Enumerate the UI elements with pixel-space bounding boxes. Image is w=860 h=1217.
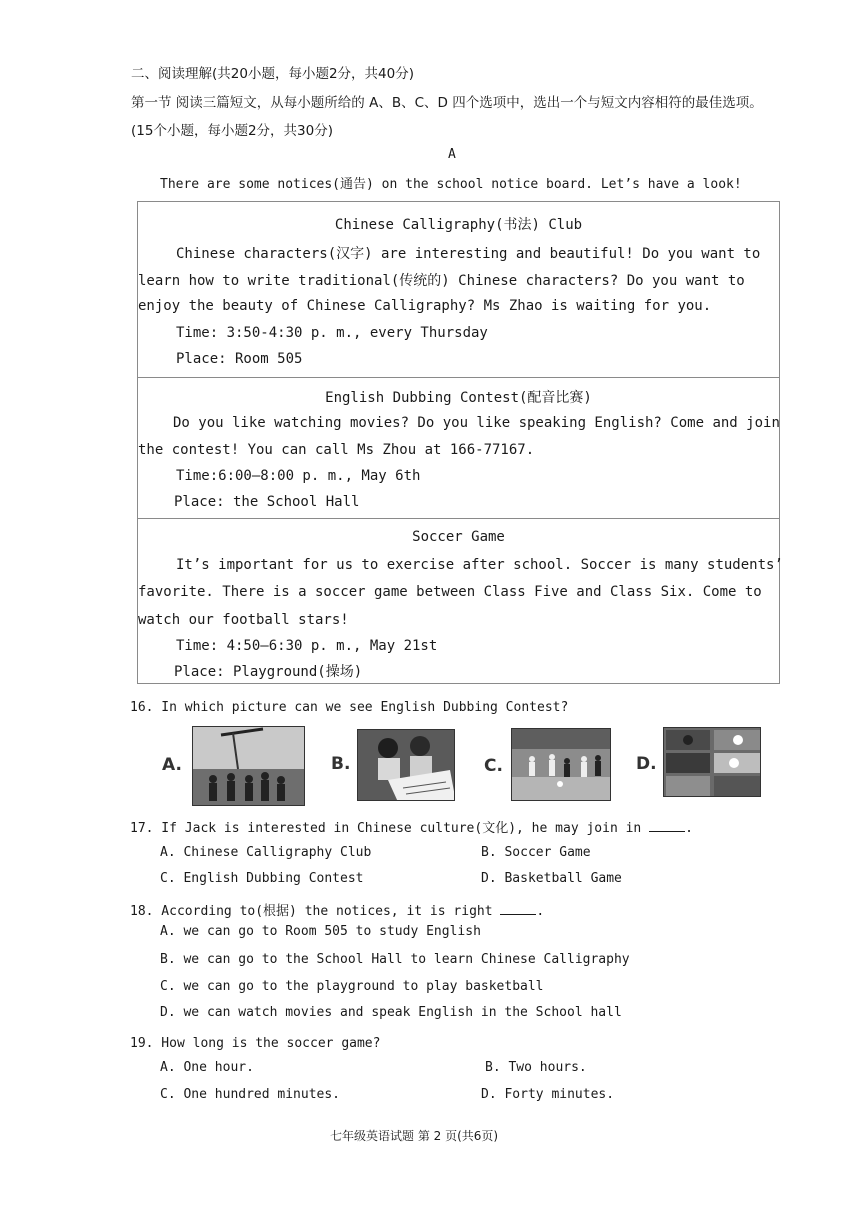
question-17-stem-end: . bbox=[685, 821, 693, 836]
picture-c-soccer[interactable] bbox=[511, 728, 611, 801]
question-17-option-b[interactable]: B. Soccer Game bbox=[481, 845, 591, 860]
calligraphy-title: Chinese Calligraphy(书法) Club bbox=[334, 217, 583, 233]
picture-label-b: B. bbox=[331, 754, 351, 774]
notice-board-table bbox=[137, 201, 783, 684]
question-19-option-c[interactable]: C. One hundred minutes. bbox=[160, 1087, 341, 1102]
question-19-option-a[interactable]: A. One hour. bbox=[160, 1060, 254, 1075]
dubbing-title: English Dubbing Contest(配音比赛) bbox=[325, 390, 592, 406]
dubbing-place: Place: the School Hall bbox=[174, 494, 360, 510]
soccer-time: Time: 4:50—6:30 p. m., May 21st bbox=[176, 638, 438, 654]
question-16-stem: 16. In which picture can we see English Dubbing Contest? bbox=[130, 700, 569, 715]
notice-divider bbox=[138, 518, 779, 519]
picture-d-image bbox=[664, 728, 761, 797]
question-18-option-d[interactable]: D. we can watch movies and speak English in the School hall bbox=[160, 1005, 622, 1020]
picture-a-outdoor-group[interactable] bbox=[192, 726, 305, 806]
question-18-stem bbox=[130, 900, 544, 919]
dubbing-line-2: the contest! You can call Ms Zhou at 166-77167. bbox=[138, 442, 535, 458]
calligraphy-line-3: enjoy the beauty of Chinese Calligraphy? Ms Zhao is waiting for you. bbox=[138, 298, 712, 314]
section-instruction-score: (15个小题，每小题2分，共30分) bbox=[131, 123, 333, 139]
soccer-line-2: favorite. There is a soccer game between Class Five and Class Six. Come to bbox=[138, 584, 762, 600]
calligraphy-place: Place: Room 505 bbox=[176, 351, 303, 367]
calligraphy-time: Time: 3:50-4:30 p. m., every Thursday bbox=[176, 325, 488, 341]
question-17-option-a[interactable]: A. Chinese Calligraphy Club bbox=[160, 845, 372, 860]
question-17-option-d[interactable]: D. Basketball Game bbox=[481, 871, 622, 886]
picture-label-c: C. bbox=[484, 756, 503, 776]
passage-intro: There are some notices(通告) on the school notice board. Let’s have a look! bbox=[160, 177, 742, 192]
question-18-option-a[interactable]: A. we can go to Room 505 to study English bbox=[160, 924, 481, 939]
picture-a-image bbox=[193, 727, 305, 806]
notice-divider bbox=[138, 377, 779, 378]
passage-letter: A bbox=[448, 147, 456, 162]
soccer-line-1: It’s important for us to exercise after school. Soccer is many students’ bbox=[176, 557, 783, 573]
soccer-place: Place: Playground(操场) bbox=[174, 664, 363, 680]
question-18-stem-text: 18. According to(根据) the notices, it is right bbox=[130, 904, 493, 919]
calligraphy-line-2: learn how to write traditional(传统的) Chinese characters? Do you want to bbox=[138, 273, 745, 289]
question-19-option-b[interactable]: B. Two hours. bbox=[485, 1060, 587, 1075]
picture-label-d: D. bbox=[636, 754, 657, 774]
soccer-line-3: watch our football stars! bbox=[138, 612, 349, 628]
section-instruction: 第一节 阅读三篇短文，从每小题所给的 A、B、C、D 四个选项中，选出一个与短文内容相符的最佳选项。 bbox=[131, 95, 763, 111]
picture-b-image bbox=[358, 730, 455, 801]
calligraphy-line-1: Chinese characters(汉字) are interesting and beautiful! Do you want to bbox=[176, 246, 761, 262]
question-19-option-d[interactable]: D. Forty minutes. bbox=[481, 1087, 615, 1102]
question-17-stem-text: 17. If Jack is interested in Chinese culture(文化), he may join in bbox=[130, 821, 642, 836]
question-17-option-c[interactable]: C. English Dubbing Contest bbox=[160, 871, 364, 886]
question-18-stem-end: . bbox=[536, 904, 545, 919]
picture-d-movie-scenes[interactable] bbox=[663, 727, 761, 797]
picture-label-a: A. bbox=[162, 755, 182, 775]
dubbing-line-1: Do you like watching movies? Do you like speaking English? Come and join bbox=[173, 415, 780, 431]
answer-blank[interactable] bbox=[500, 902, 536, 915]
picture-b-writing[interactable] bbox=[357, 729, 455, 801]
section-heading: 二、阅读理解(共20小题，每小题2分，共40分) bbox=[131, 66, 414, 82]
question-18-option-c[interactable]: C. we can go to the playground to play basketball bbox=[160, 979, 544, 994]
answer-blank[interactable] bbox=[649, 819, 685, 832]
question-19-stem: 19. How long is the soccer game? bbox=[130, 1036, 381, 1051]
question-18-option-b[interactable]: B. we can go to the School Hall to learn Chinese Calligraphy bbox=[160, 952, 630, 967]
dubbing-time: Time:6:00—8:00 p. m., May 6th bbox=[176, 468, 421, 484]
question-17-stem bbox=[130, 817, 693, 836]
soccer-title: Soccer Game bbox=[412, 529, 505, 545]
picture-c-image bbox=[512, 729, 611, 801]
page-footer: 七年级英语试题 第 2 页(共6页) bbox=[330, 1129, 499, 1143]
